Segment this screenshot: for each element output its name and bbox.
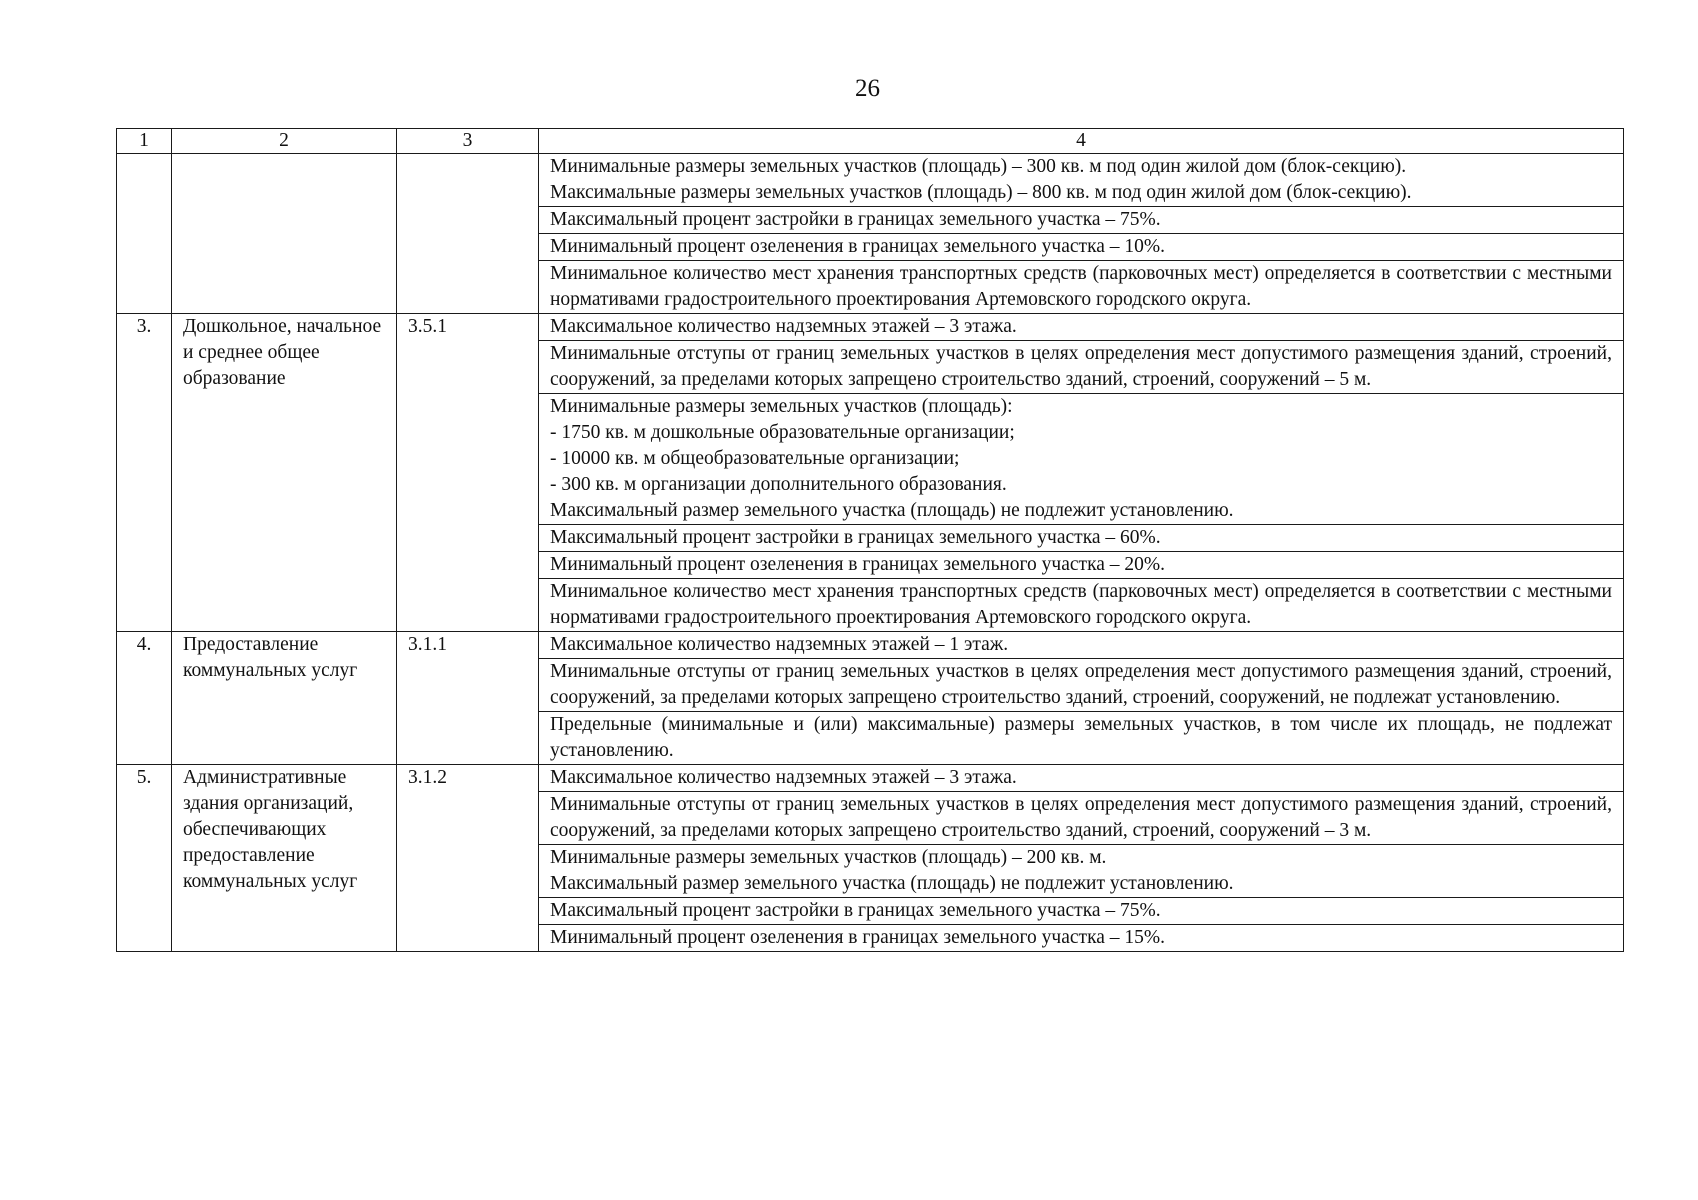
parameter-text: Максимальное количество надземных этажей – 3 этажа. — [550, 316, 1017, 337]
parameter-text: Максимальный размер земельного участка (площадь) не подлежит установлению. — [550, 873, 1234, 894]
header-col-3: 3 — [397, 129, 539, 154]
parameter-text: Минимальный процент озеленения в границах земельного участка – 20%. — [550, 554, 1166, 575]
parameter-cell — [539, 925, 1624, 952]
parameter-cell — [539, 845, 1624, 898]
parameter-cell — [539, 261, 1624, 314]
table-row — [117, 314, 1624, 341]
parameter-text: Минимальные размеры земельных участков (площадь) – 300 кв. м под один жилой дом (блок-секцию). — [550, 156, 1407, 177]
parameter-text: Минимальное количество мест хранения транспортных средств (парковочных мест) определяется в соответствии с местными нормативами градостроительного проектирования Артемовского городского округа. — [550, 581, 1612, 628]
parameter-cell — [539, 898, 1624, 925]
land-use-code: 3.1.2 — [397, 765, 539, 952]
parameter-cell — [539, 552, 1624, 579]
row-number: 4. — [117, 632, 172, 765]
table-row — [117, 632, 1624, 659]
parameter-cell — [539, 632, 1624, 659]
parameter-text: Максимальный процент застройки в границах земельного участка – 60%. — [550, 527, 1161, 548]
table-header-row — [117, 129, 1624, 154]
row-number: 5. — [117, 765, 172, 952]
row-number: 3. — [117, 314, 172, 632]
parameter-cell — [539, 579, 1624, 632]
parameter-text: Минимальные отступы от границ земельных участков в целях определения мест допустимого размещения зданий, строений, сооружений, за пределами которых запрещено строительство зданий, строений, сооружений – 3 м. — [550, 794, 1612, 841]
parameter-text: Минимальные размеры земельных участков (площадь): — [550, 396, 1013, 417]
parameter-cell — [539, 659, 1624, 712]
parameter-text: Максимальный процент застройки в границах земельного участка – 75%. — [550, 209, 1161, 230]
parameter-text: Максимальное количество надземных этажей – 1 этаж. — [550, 634, 1009, 655]
land-use-type: Административные здания организаций, обеспечивающих предоставление коммунальных услуг — [172, 765, 397, 952]
parameter-text: Минимальный процент озеленения в границах земельного участка – 10%. — [550, 236, 1166, 257]
table-row — [117, 154, 1624, 207]
parameter-cell — [539, 792, 1624, 845]
parameter-text: Минимальные отступы от границ земельных участков в целях определения мест допустимого размещения зданий, строений, сооружений, за пределами которых запрещено строительство зданий, строений, сооружений – 5 м. — [550, 343, 1612, 390]
land-use-type: Предоставление коммунальных услуг — [172, 632, 397, 765]
header-col-4: 4 — [539, 129, 1624, 154]
land-use-code: 3.5.1 — [397, 314, 539, 632]
page-number: 26 — [855, 75, 880, 102]
parameter-cell — [539, 712, 1624, 765]
parameter-cell — [539, 154, 1624, 207]
parameter-text: - 10000 кв. м общеобразовательные организации; — [550, 448, 960, 469]
parameter-text: Максимальный размер земельного участка (площадь) не подлежит установлению. — [550, 500, 1234, 521]
parameter-text: Минимальные отступы от границ земельных участков в целях определения мест допустимого размещения зданий, строений, сооружений, за пределами которых запрещено строительство зданий, строений, сооружений, не подлежат установлению. — [550, 661, 1612, 708]
row-number — [117, 154, 172, 314]
parameter-cell — [539, 341, 1624, 394]
parameter-cell — [539, 234, 1624, 261]
parameter-cell — [539, 765, 1624, 792]
parameter-cell — [539, 525, 1624, 552]
parameter-cell — [539, 394, 1624, 525]
parameter-text: Максимальные размеры земельных участков (площадь) – 800 кв. м под один жилой дом (блок-секцию). — [550, 182, 1412, 203]
regulations-table — [116, 128, 1624, 952]
land-use-code — [397, 154, 539, 314]
parameter-text: Максимальный процент застройки в границах земельного участка – 75%. — [550, 900, 1161, 921]
parameter-text: Минимальные размеры земельных участков (площадь) – 200 кв. м. — [550, 847, 1107, 868]
parameter-text: Минимальный процент озеленения в границах земельного участка – 15%. — [550, 927, 1166, 948]
parameter-text: Максимальное количество надземных этажей – 3 этажа. — [550, 767, 1017, 788]
header-col-1: 1 — [117, 129, 172, 154]
header-col-2: 2 — [172, 129, 397, 154]
parameter-text: Минимальное количество мест хранения транспортных средств (парковочных мест) определяется в соответствии с местными нормативами градостроительного проектирования Артемовского городского округа. — [550, 263, 1612, 310]
land-use-type: Дошкольное, начальное и среднее общее образование — [172, 314, 397, 632]
land-use-type — [172, 154, 397, 314]
parameter-text: - 300 кв. м организации дополнительного образования. — [550, 474, 1007, 495]
land-use-code: 3.1.1 — [397, 632, 539, 765]
table-row — [117, 765, 1624, 792]
regulations-table-body — [117, 129, 1624, 952]
parameter-cell — [539, 207, 1624, 234]
parameter-cell — [539, 314, 1624, 341]
parameter-text: Предельные (минимальные и (или) максимальные) размеры земельных участков, в том числе их площадь, не подлежат установлению. — [550, 714, 1612, 761]
parameter-text: - 1750 кв. м дошкольные образовательные организации; — [550, 422, 1015, 443]
